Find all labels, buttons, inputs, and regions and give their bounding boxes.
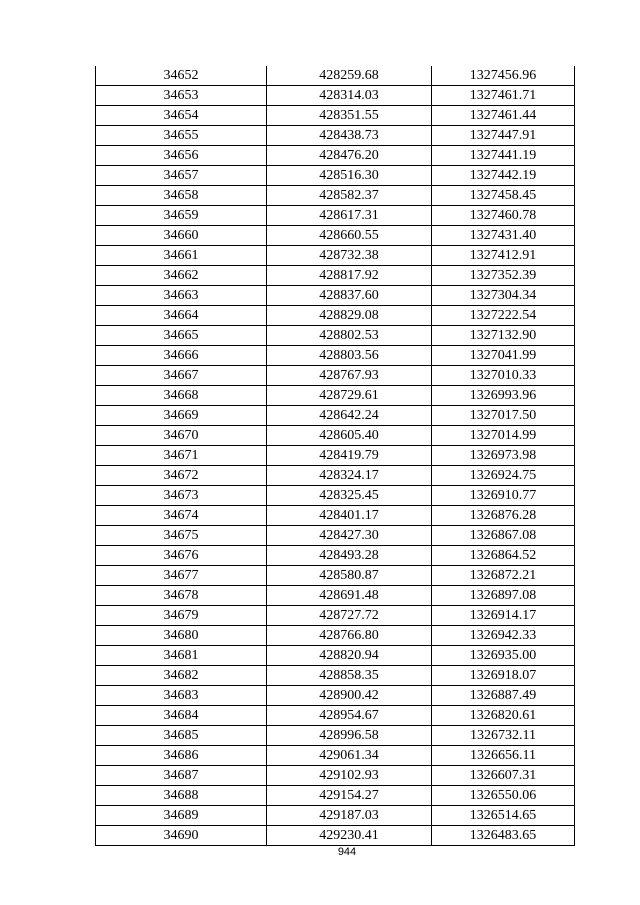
cell-y-coordinate: 1326973.98	[432, 446, 575, 466]
cell-y-coordinate: 1326656.11	[432, 746, 575, 766]
cell-x-coordinate: 428419.79	[267, 446, 432, 466]
cell-y-coordinate: 1327412.91	[432, 246, 575, 266]
cell-x-coordinate: 429187.03	[267, 806, 432, 826]
table-row	[96, 786, 575, 806]
cell-x-coordinate: 428351.55	[267, 106, 432, 126]
cell-point-id: 34672	[96, 466, 267, 486]
cell-x-coordinate: 428691.48	[267, 586, 432, 606]
table-row	[96, 466, 575, 486]
table-row	[96, 666, 575, 686]
coordinate-table	[95, 66, 575, 846]
cell-point-id: 34667	[96, 366, 267, 386]
cell-x-coordinate: 428767.93	[267, 366, 432, 386]
cell-y-coordinate: 1326914.17	[432, 606, 575, 626]
cell-x-coordinate: 428324.17	[267, 466, 432, 486]
cell-point-id: 34666	[96, 346, 267, 366]
cell-y-coordinate: 1326924.75	[432, 466, 575, 486]
cell-point-id: 34687	[96, 766, 267, 786]
cell-x-coordinate: 428401.17	[267, 506, 432, 526]
cell-x-coordinate: 428954.67	[267, 706, 432, 726]
cell-point-id: 34654	[96, 106, 267, 126]
cell-point-id: 34686	[96, 746, 267, 766]
cell-y-coordinate: 1326483.65	[432, 826, 575, 846]
table-row	[96, 586, 575, 606]
cell-point-id: 34657	[96, 166, 267, 186]
cell-x-coordinate: 428427.30	[267, 526, 432, 546]
table-row	[96, 826, 575, 846]
cell-y-coordinate: 1327460.78	[432, 206, 575, 226]
table-row	[96, 546, 575, 566]
cell-y-coordinate: 1327461.71	[432, 86, 575, 106]
table-row	[96, 386, 575, 406]
cell-point-id: 34689	[96, 806, 267, 826]
cell-y-coordinate: 1326872.21	[432, 566, 575, 586]
cell-y-coordinate: 1326887.49	[432, 686, 575, 706]
cell-x-coordinate: 428858.35	[267, 666, 432, 686]
cell-point-id: 34655	[96, 126, 267, 146]
table-row	[96, 186, 575, 206]
cell-x-coordinate: 429154.27	[267, 786, 432, 806]
cell-x-coordinate: 428817.92	[267, 266, 432, 286]
cell-y-coordinate: 1327352.39	[432, 266, 575, 286]
cell-y-coordinate: 1327447.91	[432, 126, 575, 146]
cell-x-coordinate: 428732.38	[267, 246, 432, 266]
cell-x-coordinate: 428803.56	[267, 346, 432, 366]
table-row	[96, 426, 575, 446]
cell-y-coordinate: 1326607.31	[432, 766, 575, 786]
cell-point-id: 34675	[96, 526, 267, 546]
cell-y-coordinate: 1326867.08	[432, 526, 575, 546]
cell-x-coordinate: 428325.45	[267, 486, 432, 506]
cell-point-id: 34678	[96, 586, 267, 606]
cell-y-coordinate: 1327010.33	[432, 366, 575, 386]
table-row	[96, 566, 575, 586]
cell-point-id: 34665	[96, 326, 267, 346]
cell-x-coordinate: 429061.34	[267, 746, 432, 766]
cell-y-coordinate: 1326918.07	[432, 666, 575, 686]
cell-point-id: 34676	[96, 546, 267, 566]
cell-x-coordinate: 428605.40	[267, 426, 432, 446]
cell-x-coordinate: 428438.73	[267, 126, 432, 146]
cell-y-coordinate: 1326897.08	[432, 586, 575, 606]
table-row	[96, 446, 575, 466]
table-row	[96, 686, 575, 706]
cell-y-coordinate: 1326910.77	[432, 486, 575, 506]
cell-point-id: 34658	[96, 186, 267, 206]
table-row	[96, 146, 575, 166]
cell-y-coordinate: 1327132.90	[432, 326, 575, 346]
cell-x-coordinate: 428617.31	[267, 206, 432, 226]
table-row	[96, 86, 575, 106]
cell-y-coordinate: 1327014.99	[432, 426, 575, 446]
cell-y-coordinate: 1326876.28	[432, 506, 575, 526]
table-row	[96, 226, 575, 246]
cell-point-id: 34661	[96, 246, 267, 266]
cell-point-id: 34662	[96, 266, 267, 286]
table-row	[96, 66, 575, 86]
table-row	[96, 206, 575, 226]
cell-x-coordinate: 428837.60	[267, 286, 432, 306]
cell-point-id: 34690	[96, 826, 267, 846]
cell-x-coordinate: 428766.80	[267, 626, 432, 646]
cell-point-id: 34671	[96, 446, 267, 466]
table-row	[96, 126, 575, 146]
table-row	[96, 746, 575, 766]
table-row	[96, 646, 575, 666]
cell-y-coordinate: 1326820.61	[432, 706, 575, 726]
cell-y-coordinate: 1326864.52	[432, 546, 575, 566]
cell-point-id: 34664	[96, 306, 267, 326]
table-row	[96, 726, 575, 746]
cell-y-coordinate: 1327017.50	[432, 406, 575, 426]
table-row	[96, 286, 575, 306]
cell-point-id: 34673	[96, 486, 267, 506]
cell-y-coordinate: 1327431.40	[432, 226, 575, 246]
table-row	[96, 106, 575, 126]
table-body	[96, 66, 575, 846]
cell-x-coordinate: 428516.30	[267, 166, 432, 186]
cell-y-coordinate: 1327442.19	[432, 166, 575, 186]
cell-point-id: 34670	[96, 426, 267, 446]
cell-y-coordinate: 1326550.06	[432, 786, 575, 806]
cell-x-coordinate: 428820.94	[267, 646, 432, 666]
cell-x-coordinate: 428314.03	[267, 86, 432, 106]
cell-y-coordinate: 1326514.65	[432, 806, 575, 826]
table-row	[96, 366, 575, 386]
cell-point-id: 34685	[96, 726, 267, 746]
cell-x-coordinate: 428476.20	[267, 146, 432, 166]
table-row	[96, 346, 575, 366]
cell-point-id: 34656	[96, 146, 267, 166]
cell-point-id: 34684	[96, 706, 267, 726]
cell-y-coordinate: 1327222.54	[432, 306, 575, 326]
table-row	[96, 246, 575, 266]
cell-y-coordinate: 1327456.96	[432, 66, 575, 86]
table-row	[96, 766, 575, 786]
table-row	[96, 626, 575, 646]
cell-y-coordinate: 1326993.96	[432, 386, 575, 406]
cell-y-coordinate: 1326935.00	[432, 646, 575, 666]
cell-y-coordinate: 1327304.34	[432, 286, 575, 306]
cell-x-coordinate: 428900.42	[267, 686, 432, 706]
cell-x-coordinate: 428493.28	[267, 546, 432, 566]
cell-point-id: 34677	[96, 566, 267, 586]
table-row	[96, 486, 575, 506]
cell-x-coordinate: 428580.87	[267, 566, 432, 586]
cell-y-coordinate: 1327041.99	[432, 346, 575, 366]
cell-x-coordinate: 428259.68	[267, 66, 432, 86]
table-row	[96, 326, 575, 346]
cell-x-coordinate: 428582.37	[267, 186, 432, 206]
cell-x-coordinate: 428727.72	[267, 606, 432, 626]
table-row	[96, 306, 575, 326]
table-row	[96, 166, 575, 186]
cell-y-coordinate: 1327461.44	[432, 106, 575, 126]
cell-point-id: 34663	[96, 286, 267, 306]
cell-y-coordinate: 1327458.45	[432, 186, 575, 206]
table-row	[96, 266, 575, 286]
cell-point-id: 34679	[96, 606, 267, 626]
cell-point-id: 34653	[96, 86, 267, 106]
cell-y-coordinate: 1326942.33	[432, 626, 575, 646]
cell-point-id: 34659	[96, 206, 267, 226]
cell-x-coordinate: 428996.58	[267, 726, 432, 746]
cell-point-id: 34681	[96, 646, 267, 666]
table-row	[96, 406, 575, 426]
cell-point-id: 34669	[96, 406, 267, 426]
table-row	[96, 506, 575, 526]
cell-point-id: 34683	[96, 686, 267, 706]
cell-point-id: 34688	[96, 786, 267, 806]
cell-point-id: 34660	[96, 226, 267, 246]
table-row	[96, 606, 575, 626]
table-row	[96, 526, 575, 546]
cell-x-coordinate: 428642.24	[267, 406, 432, 426]
table-row	[96, 806, 575, 826]
cell-x-coordinate: 428802.53	[267, 326, 432, 346]
cell-x-coordinate: 429102.93	[267, 766, 432, 786]
table-row	[96, 706, 575, 726]
cell-point-id: 34668	[96, 386, 267, 406]
cell-x-coordinate: 429230.41	[267, 826, 432, 846]
cell-x-coordinate: 428660.55	[267, 226, 432, 246]
cell-y-coordinate: 1327441.19	[432, 146, 575, 166]
cell-point-id: 34652	[96, 66, 267, 86]
cell-point-id: 34674	[96, 506, 267, 526]
cell-point-id: 34680	[96, 626, 267, 646]
page-number: 944	[337, 846, 357, 858]
cell-point-id: 34682	[96, 666, 267, 686]
cell-x-coordinate: 428729.61	[267, 386, 432, 406]
cell-x-coordinate: 428829.08	[267, 306, 432, 326]
cell-y-coordinate: 1326732.11	[432, 726, 575, 746]
